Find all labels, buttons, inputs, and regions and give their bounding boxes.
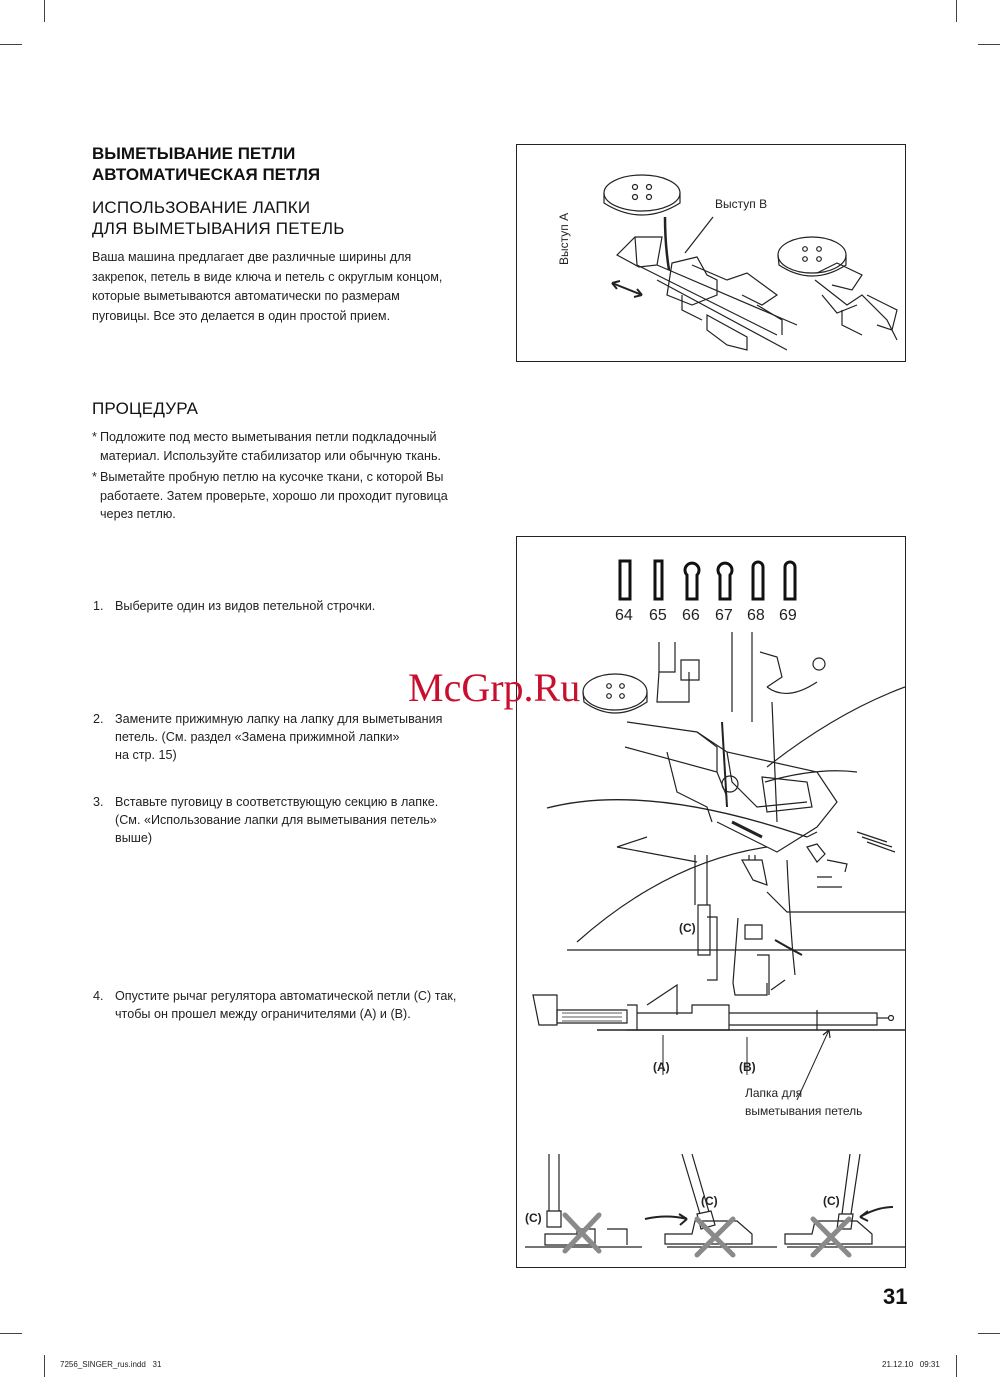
label-foot-line-2: выметывания петель — [745, 1104, 863, 1118]
step-line: чтобы он прошел между ограничителями (А) и (В). — [115, 1007, 411, 1021]
crop-mark — [44, 1355, 45, 1377]
intro-paragraph — [92, 248, 502, 326]
label-bottom-c-3: (C) — [823, 1194, 840, 1208]
note-list — [92, 428, 502, 524]
step-2 — [93, 710, 503, 770]
pattern-number: 66 — [682, 607, 700, 624]
subheading — [92, 197, 492, 239]
page-number: 31 — [883, 1284, 908, 1309]
side-view-illustration — [517, 855, 905, 1105]
pattern-number: 67 — [715, 607, 733, 624]
step-line: на стр. 15) — [115, 748, 177, 762]
label-lever-c: (C) — [679, 921, 696, 935]
watermark: McGrp.Ru — [408, 665, 581, 710]
crop-mark — [0, 1333, 22, 1334]
note-bullet: * — [92, 470, 97, 484]
note-line: через петлю. — [100, 507, 176, 521]
step-1 — [93, 597, 503, 617]
pattern-number: 64 — [615, 607, 633, 624]
step-line: петель. (См. раздел «Замена прижимной лапки» — [115, 730, 400, 744]
intro-line: закрепок, петель в виде ключа и петель с округлым концом, — [92, 269, 443, 284]
step-text — [115, 987, 495, 1023]
step-text — [115, 710, 495, 764]
step-line: (См. «Использование лапки для выметывания петель» — [115, 813, 437, 827]
note-line: работаете. Затем проверьте, хорошо ли проходит пуговица — [100, 488, 448, 503]
intro-line: которые выметываются автоматически по размерам — [92, 289, 400, 303]
step-number: 4. — [93, 989, 104, 1003]
crop-mark — [956, 1355, 957, 1377]
note-bullet: * — [92, 430, 97, 444]
intro-line: Ваша машина предлагает две различные ширины для — [92, 250, 412, 264]
label-bottom-c-1: (C) — [525, 1211, 542, 1225]
pattern-number: 69 — [779, 607, 797, 624]
step-text — [115, 793, 495, 847]
label-stop-a: (A) — [653, 1060, 670, 1074]
heading-line-1: ВЫМЕТЫВАНИЕ ПЕТЛИ — [92, 144, 296, 163]
step-line: выше) — [115, 831, 153, 845]
label-stop-b: (B) — [739, 1060, 756, 1074]
step-line: Опустите рычаг регулятора автоматической петли (С) так, — [115, 989, 457, 1003]
procedure-title: ПРОЦЕДУРА — [92, 399, 199, 418]
buttonhole-foot-illustration — [517, 145, 905, 361]
step-number: 3. — [93, 795, 104, 809]
subheading-line-2: ДЛЯ ВЫМЕТЫВАНИЯ ПЕТЕЛЬ — [92, 219, 345, 238]
label-protrusion-b: Выступ В — [715, 197, 768, 211]
note-line: Подложите под место выметывания петли подкладочный — [100, 430, 437, 444]
footer-file-info: 7256_SINGER_rus.indd 31 — [60, 1360, 162, 1369]
step-line: Выберите один из видов петельной строчки. — [115, 599, 376, 613]
crop-mark — [978, 44, 1000, 45]
step-3 — [93, 793, 503, 853]
label-protrusion-a: Выступ А — [557, 212, 571, 265]
note-line: Выметайте пробную петлю на кусочке ткани, с которой Вы — [100, 470, 444, 484]
section-heading — [92, 143, 492, 185]
step-line: Вставьте пуговицу в соответствующую секцию в лапке. — [115, 795, 439, 809]
subheading-line-1: ИСПОЛЬЗОВАНИЕ ЛАПКИ — [92, 198, 311, 217]
figure-steps — [516, 536, 906, 1268]
step-line: Замените прижимную лапку на лапку для выметывания — [115, 712, 443, 726]
note-line: материал. Используйте стабилизатор или обычную ткань. — [100, 448, 442, 463]
figure-buttonhole-foot — [516, 144, 906, 362]
buttonhole-patterns — [517, 537, 905, 607]
pattern-number: 65 — [649, 607, 667, 624]
step-number: 1. — [93, 599, 104, 613]
crop-mark — [0, 44, 22, 45]
crop-mark — [978, 1333, 1000, 1334]
incorrect-positions-illustration — [517, 1149, 905, 1269]
label-foot-line-1: Лапка для — [745, 1086, 803, 1100]
crop-mark — [956, 0, 957, 22]
heading-line-2: АВТОМАТИЧЕСКАЯ ПЕТЛЯ — [92, 165, 321, 184]
step-4 — [93, 987, 503, 1027]
label-bottom-c-2: (C) — [701, 1194, 718, 1208]
note-item — [92, 468, 502, 524]
label-buttonhole-foot — [745, 1084, 862, 1120]
footer-timestamp: 21.12.10 09:31 — [882, 1360, 940, 1369]
pattern-number: 68 — [747, 607, 765, 624]
intro-line: пуговицы. Все это делается в один простой прием. — [92, 308, 391, 323]
step-text — [115, 597, 495, 615]
crop-mark — [44, 0, 45, 22]
note-item — [92, 428, 502, 465]
step-number: 2. — [93, 712, 104, 726]
